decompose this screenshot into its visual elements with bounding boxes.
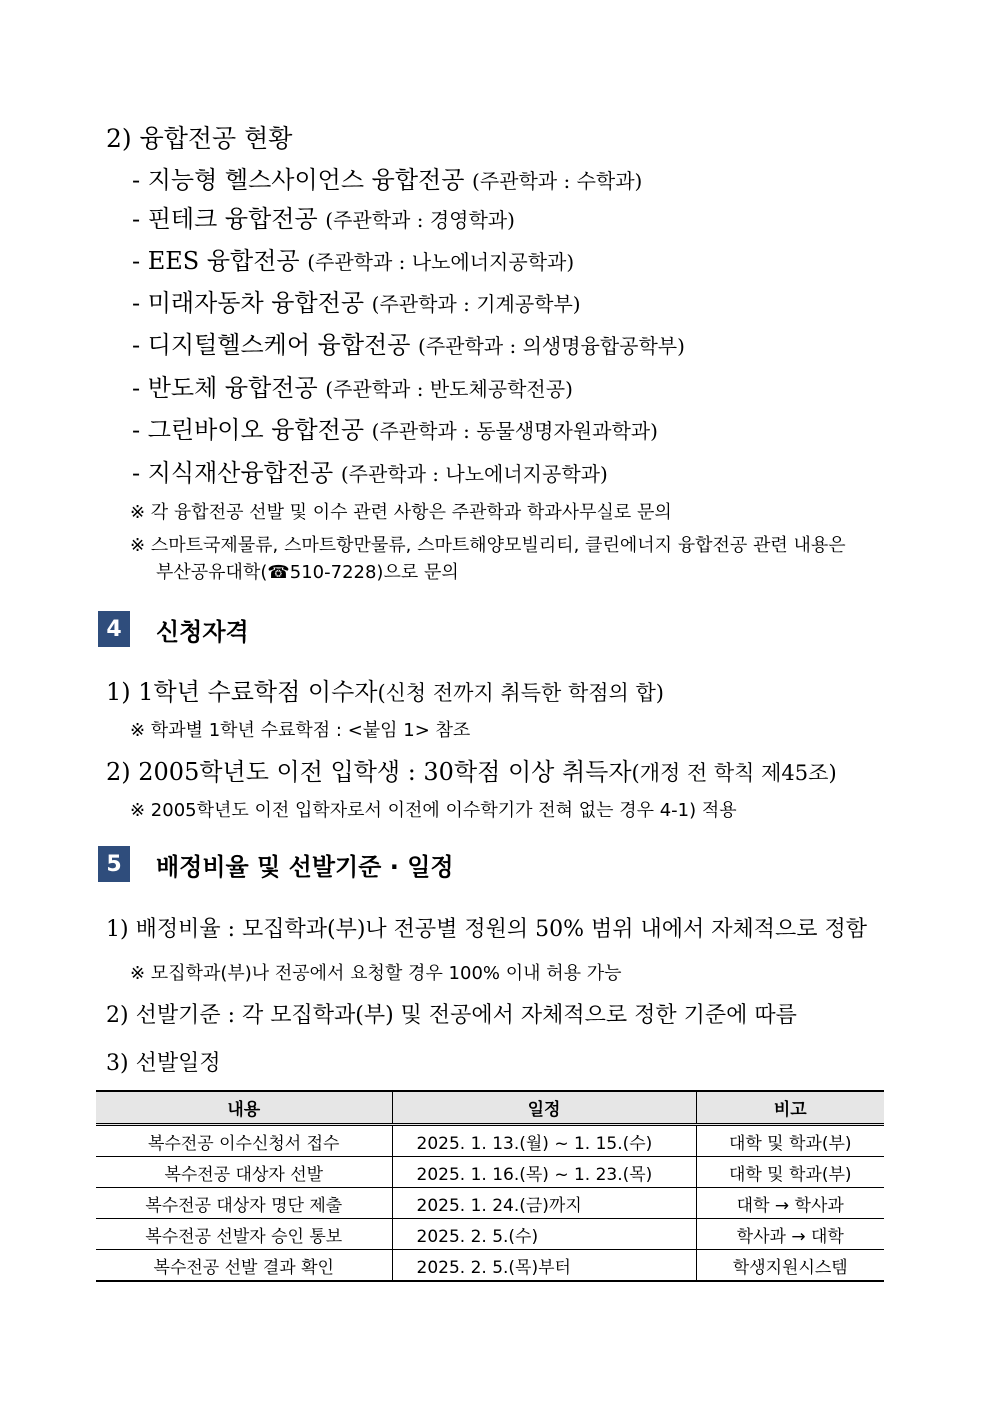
eligibility-paren: (신청 전까지 취득한 학점의 합)	[377, 681, 664, 705]
major-item	[132, 410, 658, 445]
section4-title: 신청자격	[156, 617, 249, 646]
table-header-row	[96, 1091, 884, 1125]
reference-note: ※ 스마트국제물류, 스마트항만물류, 스마트해양모빌리티, 클린에너지 융합전공 관련 내용은	[130, 535, 846, 556]
major-note: (주관학과 : 동물생명자원과학과)	[371, 419, 658, 443]
table-cell: 복수전공 이수신청서 접수	[96, 1125, 392, 1157]
table-row	[96, 1125, 884, 1157]
major-note: (주관학과 : 기계공학부)	[371, 292, 581, 316]
major-name: - 핀테크 융합전공	[132, 205, 318, 233]
table-row	[96, 1188, 884, 1219]
selection-schedule-title: 3) 선발일정	[106, 1051, 221, 1076]
section4-heading	[98, 611, 249, 647]
section4-number-badge: 4	[98, 611, 130, 647]
table-row	[96, 1157, 884, 1188]
table-cell: 복수전공 대상자 선발	[96, 1157, 392, 1188]
major-name: - EES 융합전공	[132, 247, 300, 275]
reference-note: ※ 각 융합전공 선발 및 이수 관련 사항은 주관학과 학과사무실로 문의	[130, 502, 672, 523]
table-cell: 복수전공 선발 결과 확인	[96, 1250, 392, 1282]
table-cell: 대학 및 학과(부)	[696, 1125, 884, 1157]
reference-note: ※ 학과별 1학년 수료학점 : <붙임 1> 참조	[130, 720, 471, 741]
allocation-ratio: 1) 배정비율 : 모집학과(부)나 전공별 정원의 50% 범위 내에서 자체적으로 정함	[106, 917, 868, 942]
table-row	[96, 1250, 884, 1282]
major-name: - 그린바이오 융합전공	[132, 416, 365, 444]
major-name: - 미래자동차 융합전공	[132, 289, 365, 317]
table-cell: 학사과 → 대학	[696, 1219, 884, 1250]
eligibility-main: 2) 2005학년도 이전 입학생 : 30학점 이상 취득자	[106, 758, 632, 786]
major-item	[132, 199, 515, 234]
major-note: (주관학과 : 나노에너지공학과)	[340, 462, 608, 486]
table-cell: 학생지원시스템	[696, 1250, 884, 1282]
schedule-table	[96, 1090, 884, 1282]
column-header: 내용	[96, 1091, 392, 1125]
eligibility-paren: (개정 전 학칙 제45조)	[631, 761, 837, 785]
major-name: - 지능형 헬스사이언스 융합전공	[132, 166, 465, 194]
table-cell: 2025. 2. 5.(목)부터	[392, 1250, 696, 1282]
major-item	[132, 283, 581, 318]
major-note: (주관학과 : 수학과)	[472, 169, 643, 193]
table-cell: 2025. 1. 24.(금)까지	[392, 1188, 696, 1219]
section5-title: 배정비율 및 선발기준 · 일정	[156, 852, 454, 881]
major-name: - 지식재산융합전공	[132, 459, 334, 487]
major-name: - 디지털헬스케어 융합전공	[132, 331, 411, 359]
reference-note: ※ 모집학과(부)나 전공에서 요청할 경우 100% 이내 허용 가능	[130, 963, 622, 984]
major-item	[132, 453, 608, 488]
reference-note: ※ 2005학년도 이전 입학자로서 이전에 이수학기가 전혀 없는 경우 4-1) 적용	[130, 800, 737, 821]
major-item	[132, 160, 642, 195]
major-name: - 반도체 융합전공	[132, 374, 318, 402]
major-item	[132, 241, 574, 276]
column-header: 비고	[696, 1091, 884, 1125]
major-item	[132, 368, 573, 403]
table-cell: 복수전공 선발자 승인 통보	[96, 1219, 392, 1250]
selection-criteria: 2) 선발기준 : 각 모집학과(부) 및 전공에서 자체적으로 정한 기준에 따름	[106, 1003, 797, 1028]
eligibility-item	[106, 672, 664, 707]
eligibility-item	[106, 752, 837, 787]
eligibility-main: 1) 1학년 수료학점 이수자	[106, 678, 378, 706]
table-cell: 2025. 1. 16.(목) ~ 1. 23.(목)	[392, 1157, 696, 1188]
table-cell: 대학 → 학사과	[696, 1188, 884, 1219]
section2-title: 2) 융합전공 현황	[106, 124, 293, 153]
section5-heading	[98, 846, 454, 882]
major-note: (주관학과 : 의생명융합공학부)	[418, 334, 685, 358]
table-cell: 대학 및 학과(부)	[696, 1157, 884, 1188]
reference-note-cont: 부산공유대학(☎510-7228)으로 문의	[156, 562, 459, 583]
table-cell: 복수전공 대상자 명단 제출	[96, 1188, 392, 1219]
table-cell: 2025. 2. 5.(수)	[392, 1219, 696, 1250]
major-item	[132, 325, 685, 360]
table-cell: 2025. 1. 13.(월) ~ 1. 15.(수)	[392, 1125, 696, 1157]
major-note: (주관학과 : 반도체공학전공)	[325, 377, 573, 401]
section5-number-badge: 5	[98, 846, 130, 882]
major-note: (주관학과 : 경영학과)	[325, 208, 515, 232]
major-note: (주관학과 : 나노에너지공학과)	[307, 250, 575, 274]
table-row	[96, 1219, 884, 1250]
column-header: 일정	[392, 1091, 696, 1125]
